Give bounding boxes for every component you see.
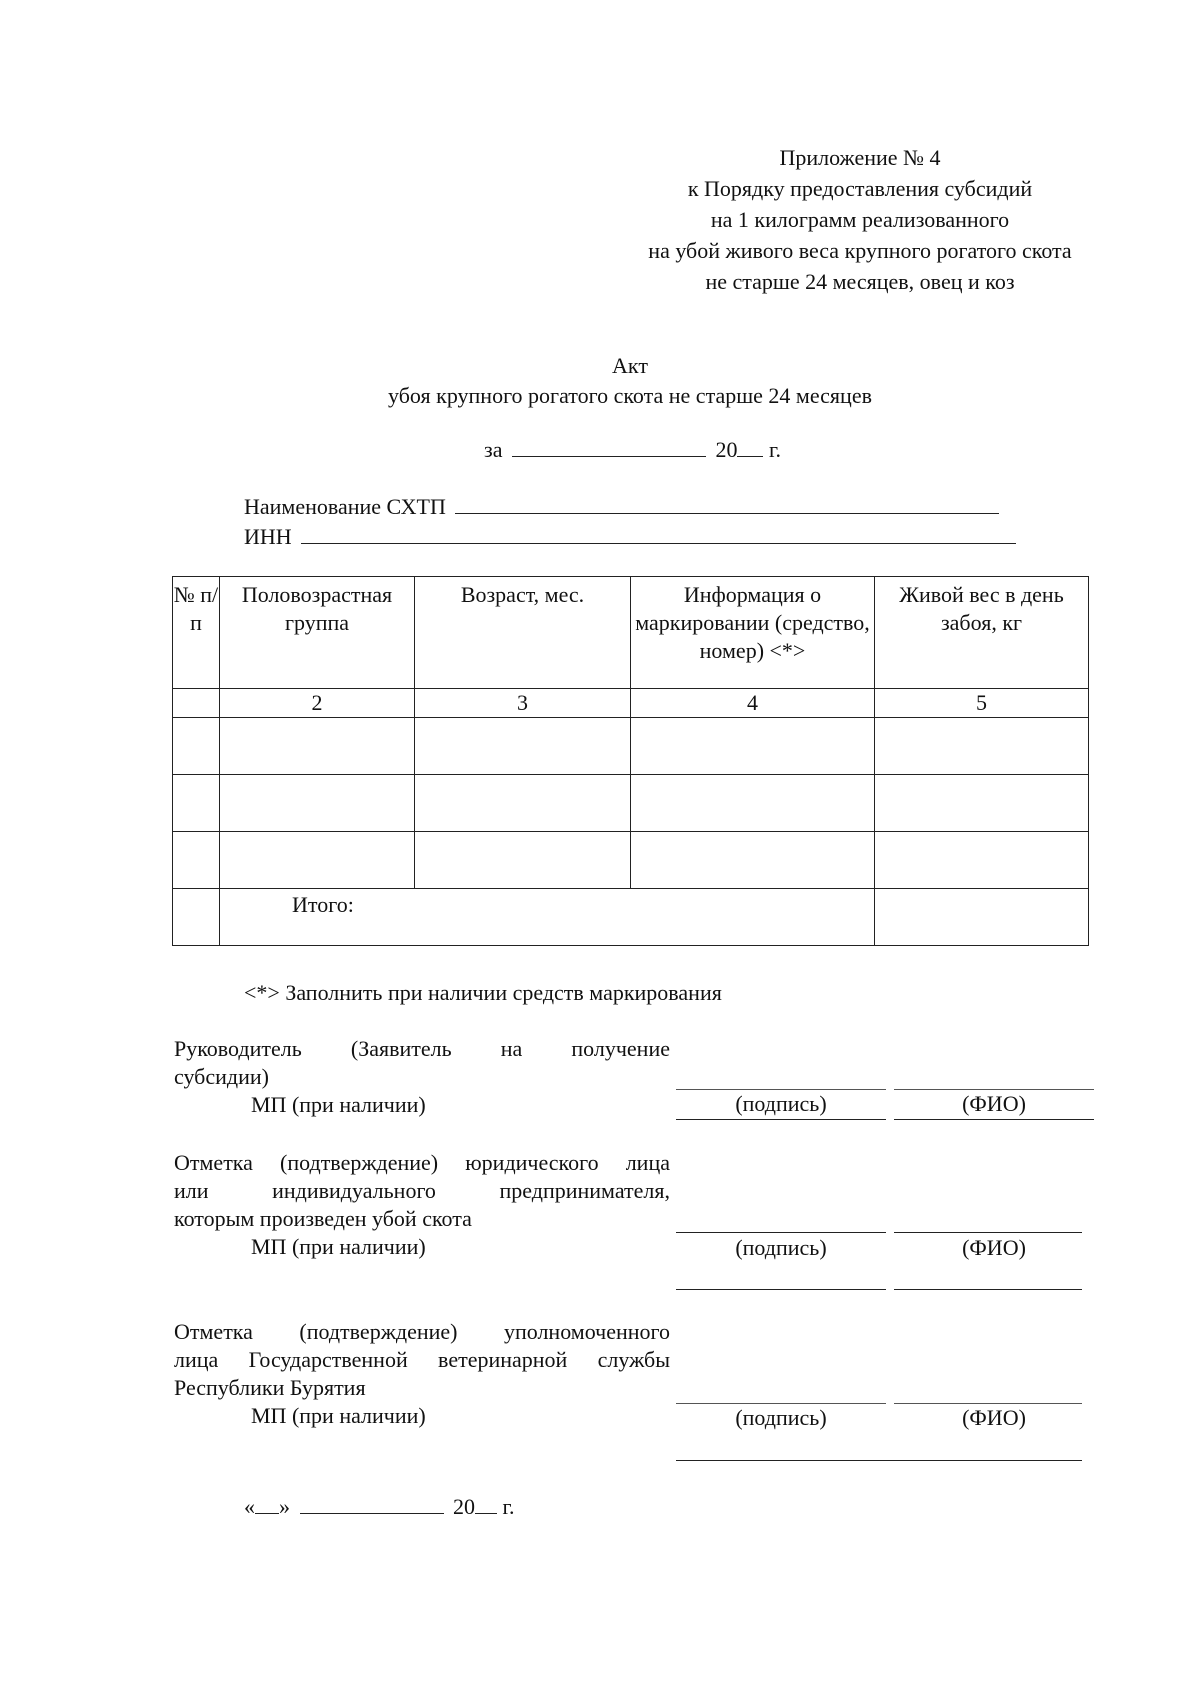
name-caption: (ФИО) — [962, 1235, 1026, 1260]
footnote: <*> Заполнить при наличии средств маркирования — [244, 980, 722, 1005]
signature-text: Отметка (подтверждение) юридического лица — [174, 1150, 670, 1175]
inn-field[interactable] — [301, 523, 1016, 544]
signature-underline — [676, 1119, 886, 1120]
stamp-label: МП (при наличии) — [251, 1403, 426, 1428]
name-caption: (ФИО) — [962, 1405, 1026, 1430]
col-number-cell: 5 — [875, 689, 1089, 718]
signature-text: которым произведен убой скота — [174, 1206, 472, 1231]
name-line[interactable] — [894, 1403, 1082, 1404]
table-header-row — [173, 577, 1089, 689]
month-blank[interactable] — [300, 1493, 444, 1514]
period-year: 20 — [715, 437, 738, 462]
table-cell[interactable] — [220, 718, 415, 775]
period-suffix: г. — [768, 437, 782, 462]
inn-label: ИНН — [244, 524, 292, 549]
signature-text: лица Государственной ветеринарной службы — [174, 1347, 670, 1372]
date-line — [244, 1493, 515, 1520]
header-marking: Информация о маркировании (средство, номер) <*> — [631, 577, 875, 689]
table-cell[interactable] — [415, 775, 631, 832]
period-line — [484, 436, 781, 463]
table-cell[interactable] — [173, 718, 220, 775]
table-cell[interactable] — [415, 718, 631, 775]
total-row — [173, 889, 1089, 946]
table-cell[interactable] — [875, 718, 1089, 775]
inn-row — [244, 523, 1016, 550]
table-row — [173, 832, 1089, 889]
table-row — [173, 775, 1089, 832]
table-cell[interactable] — [875, 775, 1089, 832]
header-number: № п/п — [173, 577, 220, 689]
col-number-cell: 2 — [220, 689, 415, 718]
table-cell[interactable] — [415, 832, 631, 889]
date-open-quote: « — [244, 1494, 255, 1519]
document-subtitle: убоя крупного рогатого скота не старше 24 месяцев — [388, 383, 872, 408]
slaughter-table — [172, 576, 1089, 946]
signature-block-applicant — [174, 1035, 670, 1119]
date-close-quote: » — [279, 1494, 290, 1519]
period-blank[interactable] — [512, 436, 706, 457]
header-weight: Живой вес в день забоя, кг — [875, 577, 1089, 689]
org-name-row — [244, 493, 999, 520]
year-blank[interactable] — [737, 436, 763, 457]
col-number-cell: 4 — [631, 689, 875, 718]
signature-caption: (подпись) — [735, 1091, 827, 1116]
table-cell[interactable] — [631, 718, 875, 775]
table-row — [173, 718, 1089, 775]
table-cell[interactable] — [173, 889, 220, 946]
signature-text: субсидии) — [174, 1064, 269, 1089]
period-prefix: за — [484, 437, 503, 462]
table-cell[interactable] — [173, 775, 220, 832]
name-line[interactable] — [894, 1089, 1094, 1090]
signature-line[interactable] — [676, 1089, 886, 1090]
signature-underline — [676, 1289, 886, 1290]
appendix-line: к Порядку предоставления субсидий — [687, 176, 1033, 201]
signature-line[interactable] — [676, 1403, 886, 1404]
total-label: Итого: — [220, 889, 875, 946]
signature-caption: (подпись) — [735, 1405, 827, 1430]
appendix-line: на 1 килограмм реализованного — [710, 207, 1010, 232]
date-year: 20 — [453, 1494, 475, 1519]
signature-block-veterinary — [174, 1318, 670, 1430]
appendix-line: не старше 24 месяцев, овец и коз — [705, 269, 1015, 294]
table-cell[interactable] — [631, 775, 875, 832]
signature-line[interactable] — [676, 1232, 886, 1233]
table-cell[interactable] — [875, 832, 1089, 889]
signature-text: или индивидуального предпринимателя, — [174, 1178, 670, 1203]
appendix-header — [600, 142, 1120, 297]
day-blank[interactable] — [255, 1493, 279, 1514]
total-value-cell[interactable] — [875, 889, 1089, 946]
signature-text: Отметка (подтверждение) уполномоченного — [174, 1319, 670, 1344]
name-caption: (ФИО) — [962, 1091, 1026, 1116]
table-cell[interactable] — [220, 832, 415, 889]
col-number-cell: 3 — [415, 689, 631, 718]
col-number-cell — [173, 689, 220, 718]
document-title: Акт — [612, 353, 648, 378]
signature-text: Руководитель (Заявитель на получение — [174, 1036, 670, 1061]
table-cell[interactable] — [631, 832, 875, 889]
year-blank[interactable] — [475, 1493, 497, 1514]
org-name-label: Наименование СХТП — [244, 494, 446, 519]
table-cell[interactable] — [173, 832, 220, 889]
column-numbers-row — [173, 689, 1089, 718]
stamp-label: МП (при наличии) — [251, 1234, 426, 1259]
appendix-line: Приложение № 4 — [779, 145, 941, 170]
signature-caption: (подпись) — [735, 1235, 827, 1260]
header-group: Половозрастная группа — [220, 577, 415, 689]
header-age: Возраст, мес. — [415, 577, 631, 689]
table-cell[interactable] — [220, 775, 415, 832]
signature-text: Республики Бурятия — [174, 1375, 366, 1400]
signature-block-slaughterer — [174, 1149, 670, 1261]
date-suffix: г. — [502, 1494, 515, 1519]
stamp-label: МП (при наличии) — [251, 1092, 426, 1117]
appendix-line: на убой живого веса крупного рогатого скота — [648, 238, 1072, 263]
name-underline — [894, 1119, 1094, 1120]
name-line[interactable] — [894, 1232, 1082, 1233]
org-name-field[interactable] — [455, 493, 999, 514]
name-underline — [894, 1289, 1082, 1290]
combined-underline — [676, 1460, 1082, 1461]
